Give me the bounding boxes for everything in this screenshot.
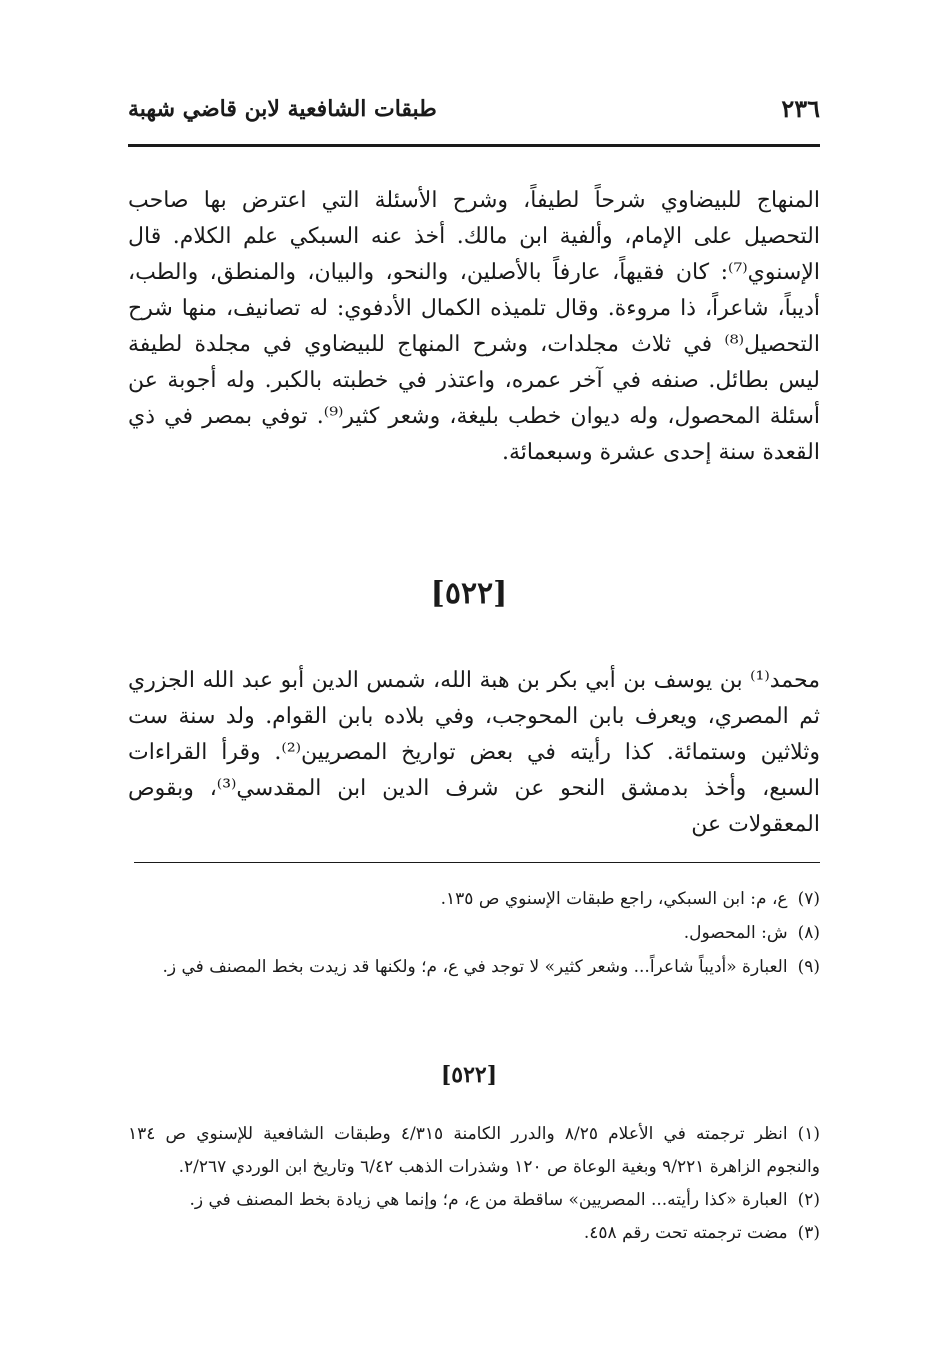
footnote-9	[128, 950, 820, 984]
footnote-text: ش: المحصول.	[683, 923, 788, 943]
footnotes-entry	[128, 1118, 820, 1250]
footnote-number: (٩)	[797, 957, 820, 977]
footnote-text: العبارة «كذا رأيته... المصريين» ساقطة من ع، م؛ وإنما هي زيادة بخط المصنف في ز.	[189, 1190, 788, 1210]
biography-entry	[128, 663, 820, 843]
footnote-text: العبارة «أديباً شاعراً... وشعر كثير» لا توجد في ع، م؛ ولكنها قد زيدت بخط المصنف في ز.	[162, 957, 788, 977]
entry-number: [٥٢٢]	[430, 576, 508, 611]
paragraph-1: المنهاج للبيضاوي شرحاً لطيفاً، وشرح الأسئلة التي اعترض بها صاحب التحصيل على الإمام، وألفية ابن مالك. أخذ عنه السبكي علم الكلام. قال الإسنوي⁽⁷⁾: كان فقيهاً، عارفاً بالأصلين، والنحو، والبيان، والمنطق، والطب، أديباً، شاعراً، ذا مروءة. وقال تلميذه الكمال الأدفوي: له تصانيف، منها شرح التحصيل⁽⁸⁾ في ثلاث مجلدات، وشرح المنهاج للبيضاوي في مجلدة لطيفة ليس بطائل. صنفه في آخر عمره، واعتذر في خطبته بالكبر. وله أجوبة عن أسئلة المحصول، وله ديوان خطب بليغة، وشعر كثير⁽⁹⁾. توفي بمصر في ذي القعدة سنة إحدى عشرة وسبعمائة.	[128, 188, 821, 465]
running-header	[128, 92, 820, 132]
paragraph-2: محمد⁽¹⁾ بن يوسف بن أبي بكر بن هبة الله، شمس الدين أبو عبد الله الجزري ثم المصري، ويعرف بابن المحوجب، وفي بلاده بابن القوام. ولد سنة ست وثلاثين وستمائة. كذا رأيته في بعض تواريخ المصريين⁽²⁾. وقرأ القراءات السبع، وأخذ بدمشق النحو عن شرف الدين ابن المقدسي⁽³⁾، وبقوص المعقولات عن	[128, 668, 821, 837]
footnote-8	[128, 916, 820, 950]
footnote-1	[128, 1118, 820, 1184]
footnote-3	[128, 1217, 820, 1250]
footnote-rule	[134, 862, 820, 863]
footnotes-previous-entry	[128, 882, 820, 984]
footnote-number: (٨)	[797, 923, 820, 943]
footnote-7	[128, 882, 820, 916]
footnote-text: مضت ترجمته تحت رقم ٤٥٨.	[583, 1223, 788, 1243]
running-title: طبقات الشافعية لابن قاضي شهبة	[128, 96, 437, 122]
footnote-text: انظر ترجمته في الأعلام ٨/٢٥ والدرر الكامنة ٤/٣١٥ وطبقات الشافعية للإسنوي ص ١٣٤ والنجوم الزاهرة ٩/٢٢١ وبغية الوعاة ص ١٢٠ وشذرات الذهب ٦/٤٢ وتاريخ ابن الوردي ٢/٢٦٧.	[128, 1124, 820, 1177]
header-rule	[128, 144, 820, 147]
footnote-2	[128, 1184, 820, 1217]
biography-continuation	[128, 183, 820, 471]
footnote-number: (٧)	[797, 889, 820, 909]
footnote-number: (٢)	[797, 1190, 820, 1210]
footnote-number: (٣)	[797, 1223, 820, 1243]
footnotes-entry-number: [٥٢٢]	[440, 1062, 498, 1088]
footnote-number: (١)	[797, 1124, 820, 1144]
page-number: ٢٣٦	[781, 94, 820, 123]
footnote-text: ع، م: ابن السبكي، راجع طبقات الإسنوي ص ١٣٥.	[440, 889, 788, 909]
